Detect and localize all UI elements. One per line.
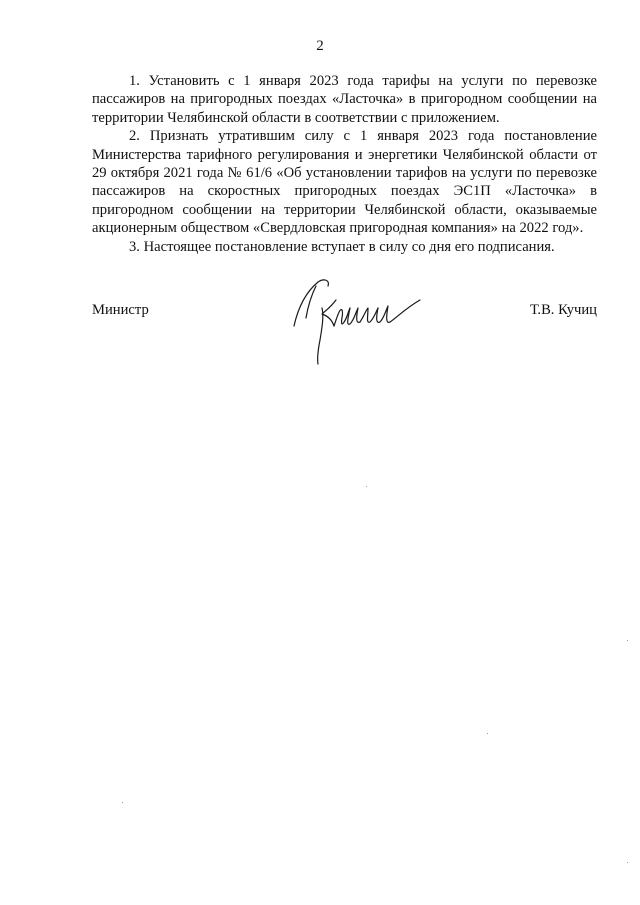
paragraph-3: 3. Настоящее постановление вступает в силу со дня его подписания.: [129, 238, 555, 255]
scan-speck: [627, 640, 628, 641]
scan-speck: [366, 486, 367, 487]
page-number: 2: [316, 38, 324, 54]
paragraph-1: 1. Установить с 1 января 2023 года тарифы на услуги по перевозке пассажиров на пригородных поездах «Ласточка» в пригородном сообщении на территории Челябинской области в соответствии с приложением.: [92, 73, 597, 126]
signatory-title: Министр: [92, 302, 149, 318]
signatory-name: Т.В. Кучиц: [529, 302, 597, 318]
handwritten-signature: [284, 278, 424, 378]
signature-block: [92, 300, 597, 380]
scan-speck: [627, 862, 628, 863]
paragraph-2: 2. Признать утратившим силу с 1 января 2023 года постановление Министерства тарифного регулирования и энергетики Челябинской области от 29 октября 2021 года № 61/6 «Об установлении тарифов на услуги по перевозке пассажиров на скоростных пригородных поездах ЭС1П «Ласточка» в пригородном сообщении на территории Челябинской области, оказываемые акционерным обществом «Свердловская пригородная компания» на 2022 год».: [92, 128, 597, 237]
scan-speck: [122, 802, 123, 803]
scan-speck: [487, 733, 488, 734]
document-body: [92, 72, 597, 256]
